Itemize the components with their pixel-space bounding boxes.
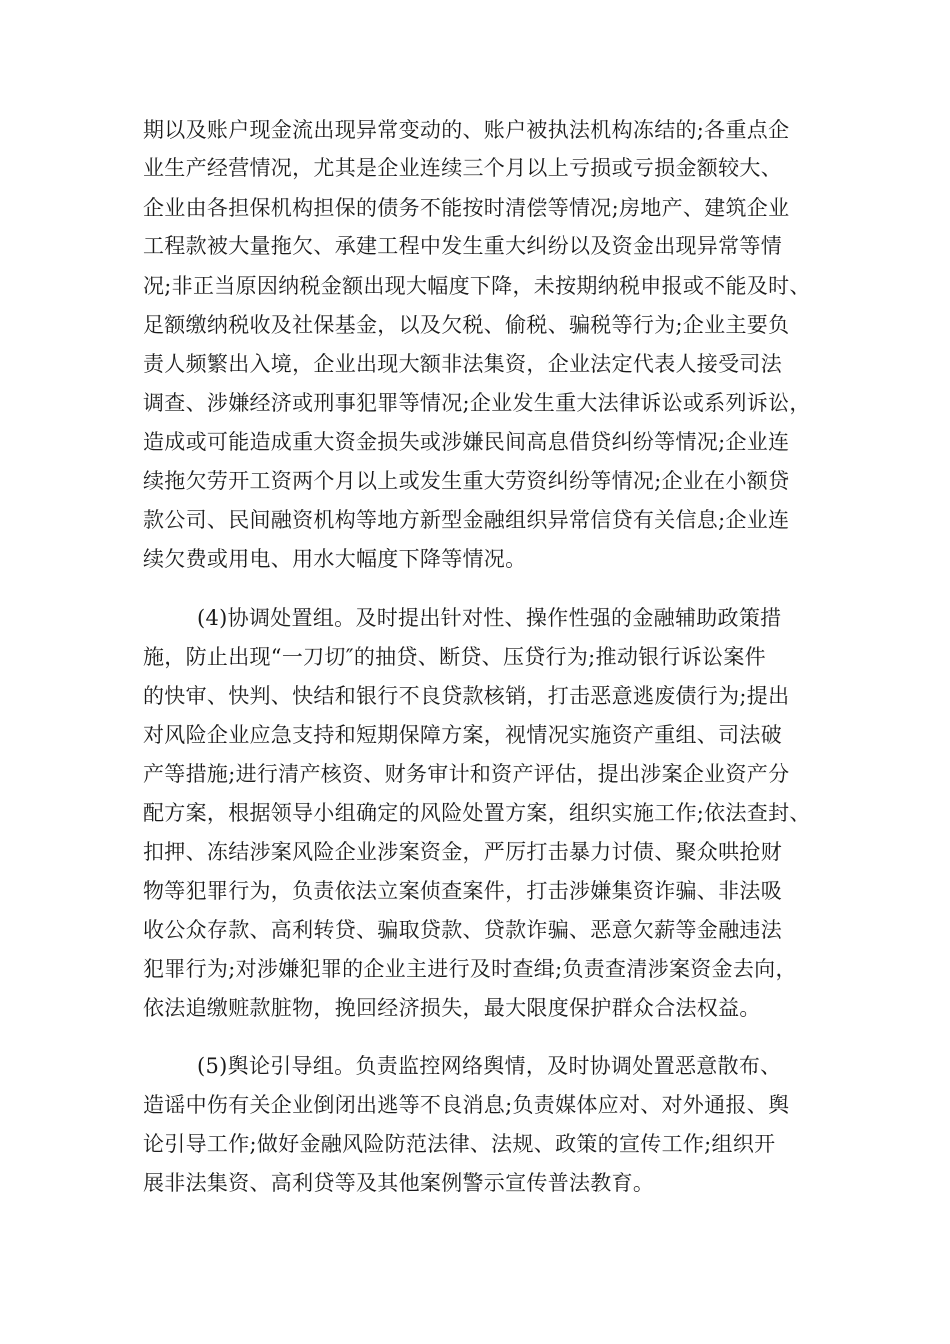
paragraph-1-line-7: 责人频繁出入境，企业出现大额非法集资，企业法定代表人接受司法 (143, 352, 782, 376)
paragraph-1-line-4: 工程款被大量拖欠、承建工程中发生重大纠纷以及资金出现异常等情 (143, 234, 782, 258)
paragraph-1-line-9: 造成或可能造成重大资金损失或涉嫌民间高息借贷纠纷等情况;企业连 (143, 430, 790, 454)
paragraph-2-line-4: 对风险企业应急支持和短期保障方案，视情况实施资产重组、司法破 (143, 723, 782, 747)
paragraph-1-line-5: 况;非正当原因纳税金额出现大幅度下降，未按期纳税申报或不能及时、 (143, 274, 811, 298)
paragraph-2-line-7: 扣押、冻结涉案风险企业涉案资金，严厉打击暴力讨债、聚众哄抢财 (143, 840, 782, 864)
paragraph-1-line-8: 调查、涉嫌经济或刑事犯罪等情况;企业发生重大法律诉讼或系列诉讼， (143, 391, 811, 415)
paragraph-3-line-3: 论引导工作;做好金融风险防范法律、法规、政策的宣传工作;组织开 (143, 1132, 776, 1156)
paragraph-1-line-10: 续拖欠劳开工资两个月以上或发生重大劳资纠纷等情况;企业在小额贷 (143, 469, 790, 493)
paragraph-2-line-8: 物等犯罪行为，负责依法立案侦查案件，打击涉嫌集资诈骗、非法吸 (143, 879, 782, 903)
paragraph-1-line-1: 期以及账户现金流出现异常变动的、账户被执法机构冻结的;各重点企 (143, 118, 790, 142)
paragraph-3-line-1: (5)舆论引导组。负责监控网络舆情，及时协调处置恶意散布、 (197, 1054, 782, 1078)
paragraph-1-line-2: 业生产经营情况，尤其是企业连续三个月以上亏损或亏损金额较大、 (143, 156, 782, 180)
paragraph-1-line-12: 续欠费或用电、用水大幅度下降等情况。 (143, 547, 527, 571)
paragraph-2-line-10: 犯罪行为;对涉嫌犯罪的企业主进行及时查缉;负责查清涉案资金去向， (143, 957, 797, 981)
paragraph-1-line-6: 足额缴纳税收及社保基金，以及欠税、偷税、骗税等行为;企业主要负 (143, 313, 790, 337)
paragraph-2-line-3: 的快审、快判、快结和银行不良贷款核销，打击恶意逃废债行为;提出 (143, 684, 790, 708)
paragraph-2-line-1: (4)协调处置组。及时提出针对性、操作性强的金融辅助政策措 (197, 606, 782, 630)
paragraph-2-line-11: 依法追缴赃款脏物，挽回经济损失，最大限度保护群众合法权益。 (143, 996, 761, 1020)
paragraph-1-line-11: 款公司、民间融资机构等地方新型金融组织异常信贷有关信息;企业连 (143, 508, 790, 532)
paragraph-2-line-6: 配方案，根据领导小组确定的风险处置方案，组织实施工作;依法查封、 (143, 801, 811, 825)
paragraph-2-line-5: 产等措施;进行清产核资、财务审计和资产评估，提出涉案企业资产分 (143, 762, 790, 786)
paragraph-3-line-4: 展非法集资、高利贷等及其他案例警示宣传普法教育。 (143, 1171, 655, 1195)
paragraph-3-line-2: 造谣中伤有关企业倒闭出逃等不良消息;负责媒体应对、对外通报、舆 (143, 1093, 790, 1117)
paragraph-2-line-2: 施，防止出现“一刀切″的抽贷、断贷、压贷行为;推动银行诉讼案件 (143, 645, 766, 669)
paragraph-1-line-3: 企业由各担保机构担保的债务不能按时清偿等情况;房地产、建筑企业 (143, 196, 790, 220)
paragraph-2-line-9: 收公众存款、高利转贷、骗取贷款、贷款诈骗、恶意欠薪等金融违法 (143, 918, 782, 942)
